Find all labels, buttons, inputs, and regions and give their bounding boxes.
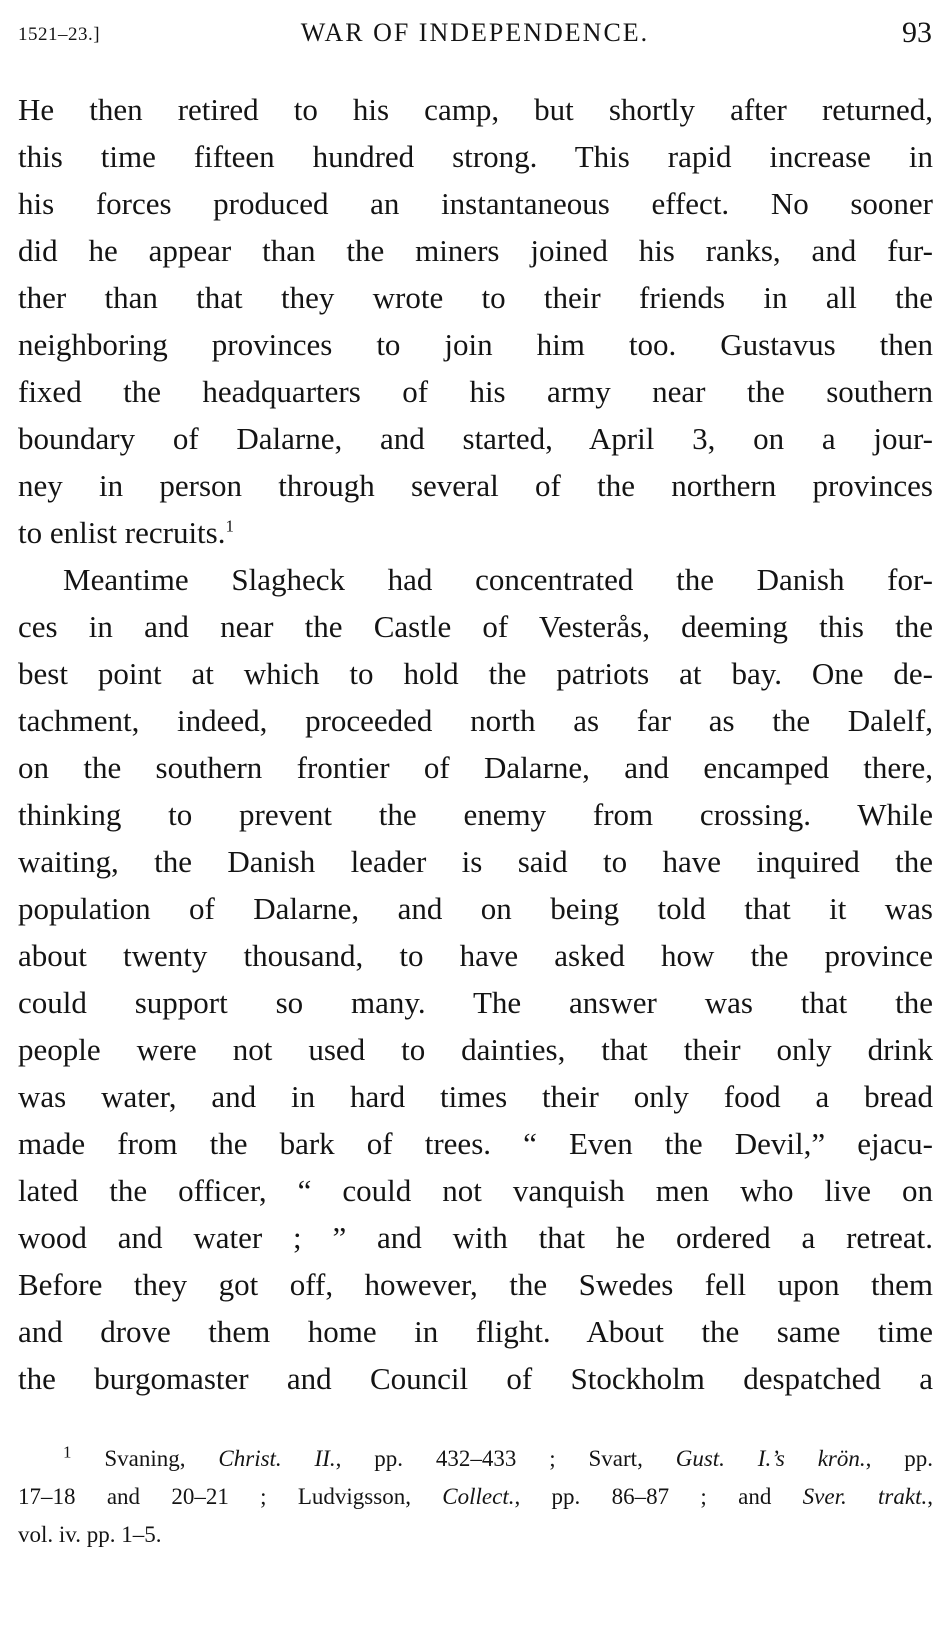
text-fragment: to enlist recruits.: [18, 515, 226, 550]
text-line: made from the bark of trees. “ Even the Devil,” ejacu-: [18, 1126, 933, 1161]
footnote-text: , pp.: [865, 1446, 934, 1471]
text-line: did he appear than the miners joined his ranks, and fur-: [18, 233, 933, 268]
text-line: wood and water ; ” and with that he ordered a retreat.: [18, 1220, 933, 1255]
text-line: best point at which to hold the patriots at bay. One de-: [18, 656, 933, 691]
header-title: WAR OF INDEPENDENCE.: [300, 18, 650, 47]
footnote-line: vol. iv. pp. 1–5.: [18, 1522, 162, 1547]
text-line: ther than that they wrote to their friends in all the: [18, 280, 933, 315]
footnote-source-title: Collect.: [442, 1484, 515, 1509]
footnote-reference: 1: [225, 516, 234, 536]
text-line: ney in person through several of the northern provinces: [18, 468, 933, 503]
text-line: [18, 509, 933, 556]
footnote-source-title: Gust. I.’s krön.: [675, 1446, 866, 1471]
text-line: waiting, the Danish leader is said to have inquired the: [18, 844, 933, 879]
text-line: about twenty thousand, to have asked how the province: [18, 938, 933, 973]
footnote-text: , pp. 432–433 ; Svart,: [335, 1446, 676, 1471]
text-line: people were not used to dainties, that their only drink: [18, 1032, 933, 1067]
text-line: Meantime Slagheck had concentrated the Danish for-: [63, 562, 933, 597]
text-line: was water, and in hard times their only food a bread: [18, 1079, 933, 1114]
paragraph-1: [18, 86, 933, 556]
text-line: fixed the headquarters of his army near the southern: [18, 374, 933, 409]
text-line: on the southern frontier of Dalarne, and encamped there,: [18, 750, 933, 785]
text-line: neighboring provinces to join him too. Gustavus then: [18, 327, 933, 362]
text-line: ces in and near the Castle of Vesterås, deeming this the: [18, 609, 933, 644]
footnote-text: ,: [927, 1484, 933, 1509]
footnote: [18, 1440, 933, 1554]
text-line: lated the officer, “ could not vanquish men who live on: [18, 1173, 933, 1208]
text-line: the burgomaster and Council of Stockholm despatched a: [18, 1361, 933, 1396]
footnote-line: [18, 1440, 933, 1478]
footnote-line: [18, 1478, 933, 1516]
text-line: Before they got off, however, the Swedes fell upon them: [18, 1267, 933, 1302]
body-text: [18, 86, 933, 1402]
footnote-marker: 1: [63, 1442, 72, 1462]
text-line: thinking to prevent the enemy from crossing. While: [18, 797, 933, 832]
text-line: his forces produced an instantaneous effect. No sooner: [18, 186, 933, 221]
footnote-text: 17–18 and 20–21 ; Ludvigsson,: [18, 1484, 443, 1509]
text-line: population of Dalarne, and on being told that it was: [18, 891, 933, 926]
footnote-text: Svaning,: [71, 1446, 219, 1471]
text-line: boundary of Dalarne, and started, April 3, on a jour-: [18, 421, 933, 456]
footnote-source-title: Christ. II.: [218, 1446, 336, 1471]
text-line: could support so many. The answer was that the: [18, 985, 933, 1020]
text-line: He then retired to his camp, but shortly after returned,: [18, 92, 933, 127]
page-number: 93: [902, 16, 932, 49]
paragraph-2: [18, 556, 933, 1402]
header-years: 1521–23.]: [18, 24, 101, 45]
footnote-text: , pp. 86–87 ; and: [514, 1484, 803, 1509]
footnote-source-title: Sver. trakt.: [802, 1484, 928, 1509]
text-line: and drove them home in flight. About the same time: [18, 1314, 933, 1349]
text-line: this time fifteen hundred strong. This rapid increase in: [18, 139, 933, 174]
text-line: tachment, indeed, proceeded north as far as the Dalelf,: [18, 703, 933, 738]
running-head: [18, 16, 932, 50]
